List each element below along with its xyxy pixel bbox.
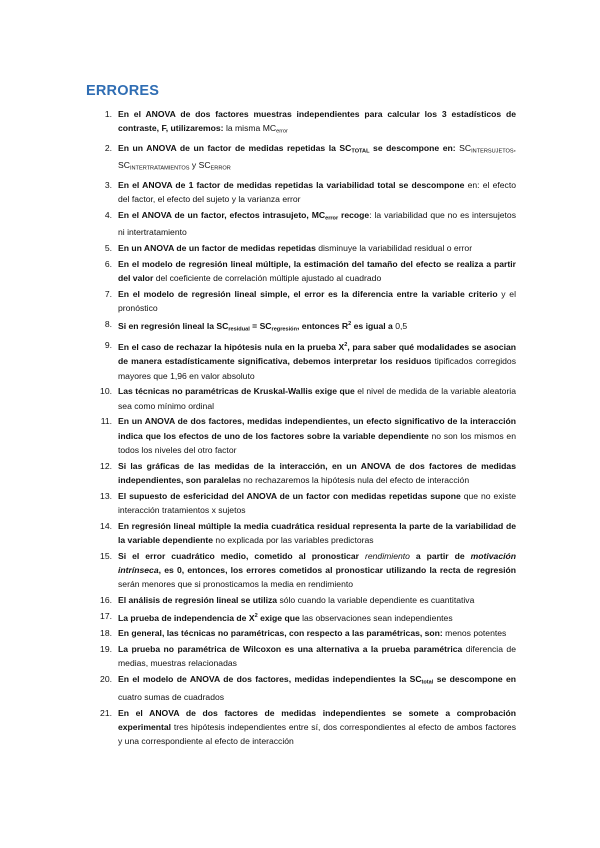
list-item [86, 141, 516, 176]
item-number: 16. [100, 594, 112, 605]
item-text-segment: 2 [348, 320, 352, 327]
item-text-segment: residual [228, 326, 250, 333]
item-number: 2. [104, 142, 112, 153]
item-text-segment: El análisis de regresión lineal se utiliza [118, 594, 278, 605]
item-text-segment: motivación intrínseca [118, 550, 517, 575]
list-item [86, 178, 516, 206]
item-number: 18. [100, 628, 112, 639]
item-text-segment: no son los mismos en todos los niveles del otro factor [118, 430, 516, 455]
item-number: 20. [100, 674, 112, 685]
item-text-segment: exige que [257, 612, 300, 623]
item-text-segment: serán menores que si pronosticamos la media en rendimiento [118, 578, 354, 589]
item-text-segment: En el ANOVA de 1 factor de medidas repetidas la variabilidad total se descompone [118, 179, 465, 190]
item-number: 12. [100, 460, 112, 471]
item-number: 5. [104, 243, 112, 253]
item-text-segment: es igual a [351, 320, 396, 331]
list-item [86, 519, 516, 547]
list-item [86, 241, 516, 255]
item-text-segment: tipificados corregidos mayores que 1,96 en valor absoluto [118, 356, 516, 381]
list-item [86, 549, 516, 592]
item-text-segment: diferencia de medias, muestras relacionadas [118, 644, 516, 669]
item-text-segment: En el ANOVA de dos factores muestras independientes para calcular los 3 estadísticos de contraste, F, utilizaremos: [118, 109, 516, 134]
item-number: 15. [100, 550, 112, 561]
item-number: 21. [100, 707, 112, 718]
list-item [86, 317, 516, 337]
item-text-segment: 0,5 [395, 320, 408, 331]
item-text-segment: En el modelo de regresión lineal simple, el error es la diferencia entre la variable criterio [118, 288, 498, 299]
list-item [86, 208, 516, 240]
item-text-segment: En un ANOVA de un factor de medidas repetidas la SC [118, 142, 352, 153]
list-item [86, 609, 516, 625]
list-item [86, 672, 516, 704]
item-text-segment: y el pronóstico [118, 288, 516, 313]
item-number: 19. [100, 644, 112, 655]
item-text-segment: INTERSUJETOS [471, 148, 514, 154]
list-item [86, 459, 516, 487]
item-text-segment: , es 0, entonces, los errores cometidos al pronosticar utilizando la recta de regresión [158, 564, 516, 575]
item-text-segment: que no existe interacción tratamientos x sujetos [118, 490, 516, 515]
item-text-segment: tres hipótesis independientes entre sí, dos correspondientes al efecto de ambos factores y una correspondiente al efecto de interacción [118, 721, 516, 746]
item-text-segment: SC [459, 142, 472, 153]
item-text-segment: En un ANOVA de un factor de medidas repetidas [118, 243, 316, 253]
item-text-segment: sólo cuando la variable dependiente es cuantitativa [277, 594, 475, 605]
item-text-segment: regresión [271, 326, 298, 333]
list-item [86, 626, 516, 640]
item-number: 9. [104, 340, 112, 351]
item-text-segment: El supuesto de esfericidad del ANOVA de un factor con medidas repetidas supone [118, 490, 461, 501]
item-text-segment: Si las gráficas de las medidas de la interacción, en un ANOVA de dos factores de medidas independientes, son paralelas [118, 460, 516, 485]
item-text-segment: se descompone en [433, 674, 516, 685]
list-item [86, 257, 516, 285]
item-text-segment: , SC [118, 142, 516, 171]
item-text-segment: En el ANOVA de un factor, efectos intrasujeto, MC [118, 209, 326, 220]
item-number: 6. [104, 258, 112, 269]
list-item [86, 414, 516, 457]
list-item [86, 489, 516, 517]
item-text-segment: : la variabilidad que no es intersujetos ni intertratamiento [118, 209, 516, 238]
section-heading: ERRORES [86, 83, 160, 99]
item-text-segment: disminuye la variabilidad residual o error [315, 243, 473, 253]
item-number: 1. [104, 109, 112, 119]
item-number: 10. [100, 386, 112, 397]
list-item [86, 706, 516, 749]
item-text-segment: recoge [338, 209, 370, 220]
item-text-segment: La prueba no paramétrica de Wilcoxon es una alternativa a la prueba paramétrica [118, 644, 463, 655]
item-text-segment: no explicada por las variables predictoras [213, 534, 374, 545]
item-number: 11. [100, 416, 112, 427]
item-text-segment: Las técnicas no paramétricas de Kruskal-Wallis exige que [118, 386, 355, 397]
list-item [86, 338, 516, 383]
item-text-segment: En general, las técnicas no paramétricas, con respecto a las paramétricas, son: [118, 628, 443, 639]
item-text-segment: menos potentes [442, 628, 507, 639]
item-text-segment: y SC [189, 160, 211, 171]
item-text-segment: total [421, 679, 434, 686]
list-item [86, 287, 516, 315]
list-item [86, 107, 516, 139]
item-text-segment: cuatro sumas de cuadrados [118, 691, 225, 702]
list-item [86, 593, 516, 607]
item-text-segment: en: el efecto del factor, el efecto del sujeto y la varianza error [118, 179, 516, 204]
item-number: 7. [104, 288, 112, 299]
item-number: 8. [104, 318, 112, 329]
list-item [86, 642, 516, 670]
item-text-segment: error [325, 215, 339, 221]
item-text-segment: En el ANOVA de dos factores de medidas independientes se somete a comprobación experimental [118, 707, 516, 732]
item-text-segment: = SC [249, 320, 272, 331]
item-number: 4. [104, 209, 112, 220]
item-text-segment: Si el error cuadrático medio, cometido al pronosticar [118, 550, 366, 561]
item-number: 14. [100, 520, 112, 531]
item-text-segment: Si en regresión lineal la SC [118, 320, 229, 331]
item-text-segment: En un ANOVA de dos factores, medidas independientes, un efecto significativo de la interacción indica que los efectos de uno de los factores sobre la variable dependiente [118, 416, 516, 441]
item-text-segment: a partir de [409, 550, 471, 561]
item-text-segment: del coeficiente de correlación múltiple ajustado al cuadrado [153, 273, 382, 283]
item-text-segment: se descompone en: [369, 142, 460, 153]
item-text-segment: , para saber qué modalidades se asocian de manera estadísticamente significativa, debemos interpretar los residuos [118, 342, 516, 367]
item-text-segment: En el modelo de ANOVA de dos factores, medidas independientes la SC [118, 674, 422, 685]
item-text-segment: 2 [254, 612, 258, 619]
item-text-segment: En el caso de rechazar la hipótesis nula en la prueba X [118, 342, 345, 353]
item-text-segment: el nivel de medida de la variable aleatoria sea como mínimo ordinal [118, 386, 516, 411]
item-number: 17. [100, 610, 112, 621]
item-text-segment: TOTAL [351, 148, 370, 154]
item-text-segment: INTERTRATAMIENTOS [129, 165, 190, 172]
numbered-list [86, 107, 516, 750]
item-text-segment: las observaciones sean independientes [299, 612, 453, 623]
item-text-segment: ERROR [210, 165, 231, 172]
item-text-segment: En el modelo de regresión lineal múltiple, la estimación del tamaño del efecto se realiza a partir del valor [118, 258, 516, 283]
item-text-segment: La prueba de independencia de X [118, 612, 255, 623]
item-text-segment: , entonces R [297, 320, 349, 331]
item-text-segment: error [276, 128, 288, 135]
list-item [86, 384, 516, 412]
item-text-segment: En regresión lineal múltiple la media cuadrática residual representa la parte de la variabilidad de la variable dependiente [118, 520, 516, 545]
item-number: 3. [104, 179, 112, 190]
item-number: 13. [100, 490, 112, 501]
item-text-segment: rendimiento [365, 550, 410, 561]
item-text-segment: la misma MC [225, 123, 277, 134]
item-text-segment: 2 [344, 342, 348, 349]
item-text-segment: no rechazaremos la hipótesis nula del efecto de interacción [240, 474, 470, 485]
